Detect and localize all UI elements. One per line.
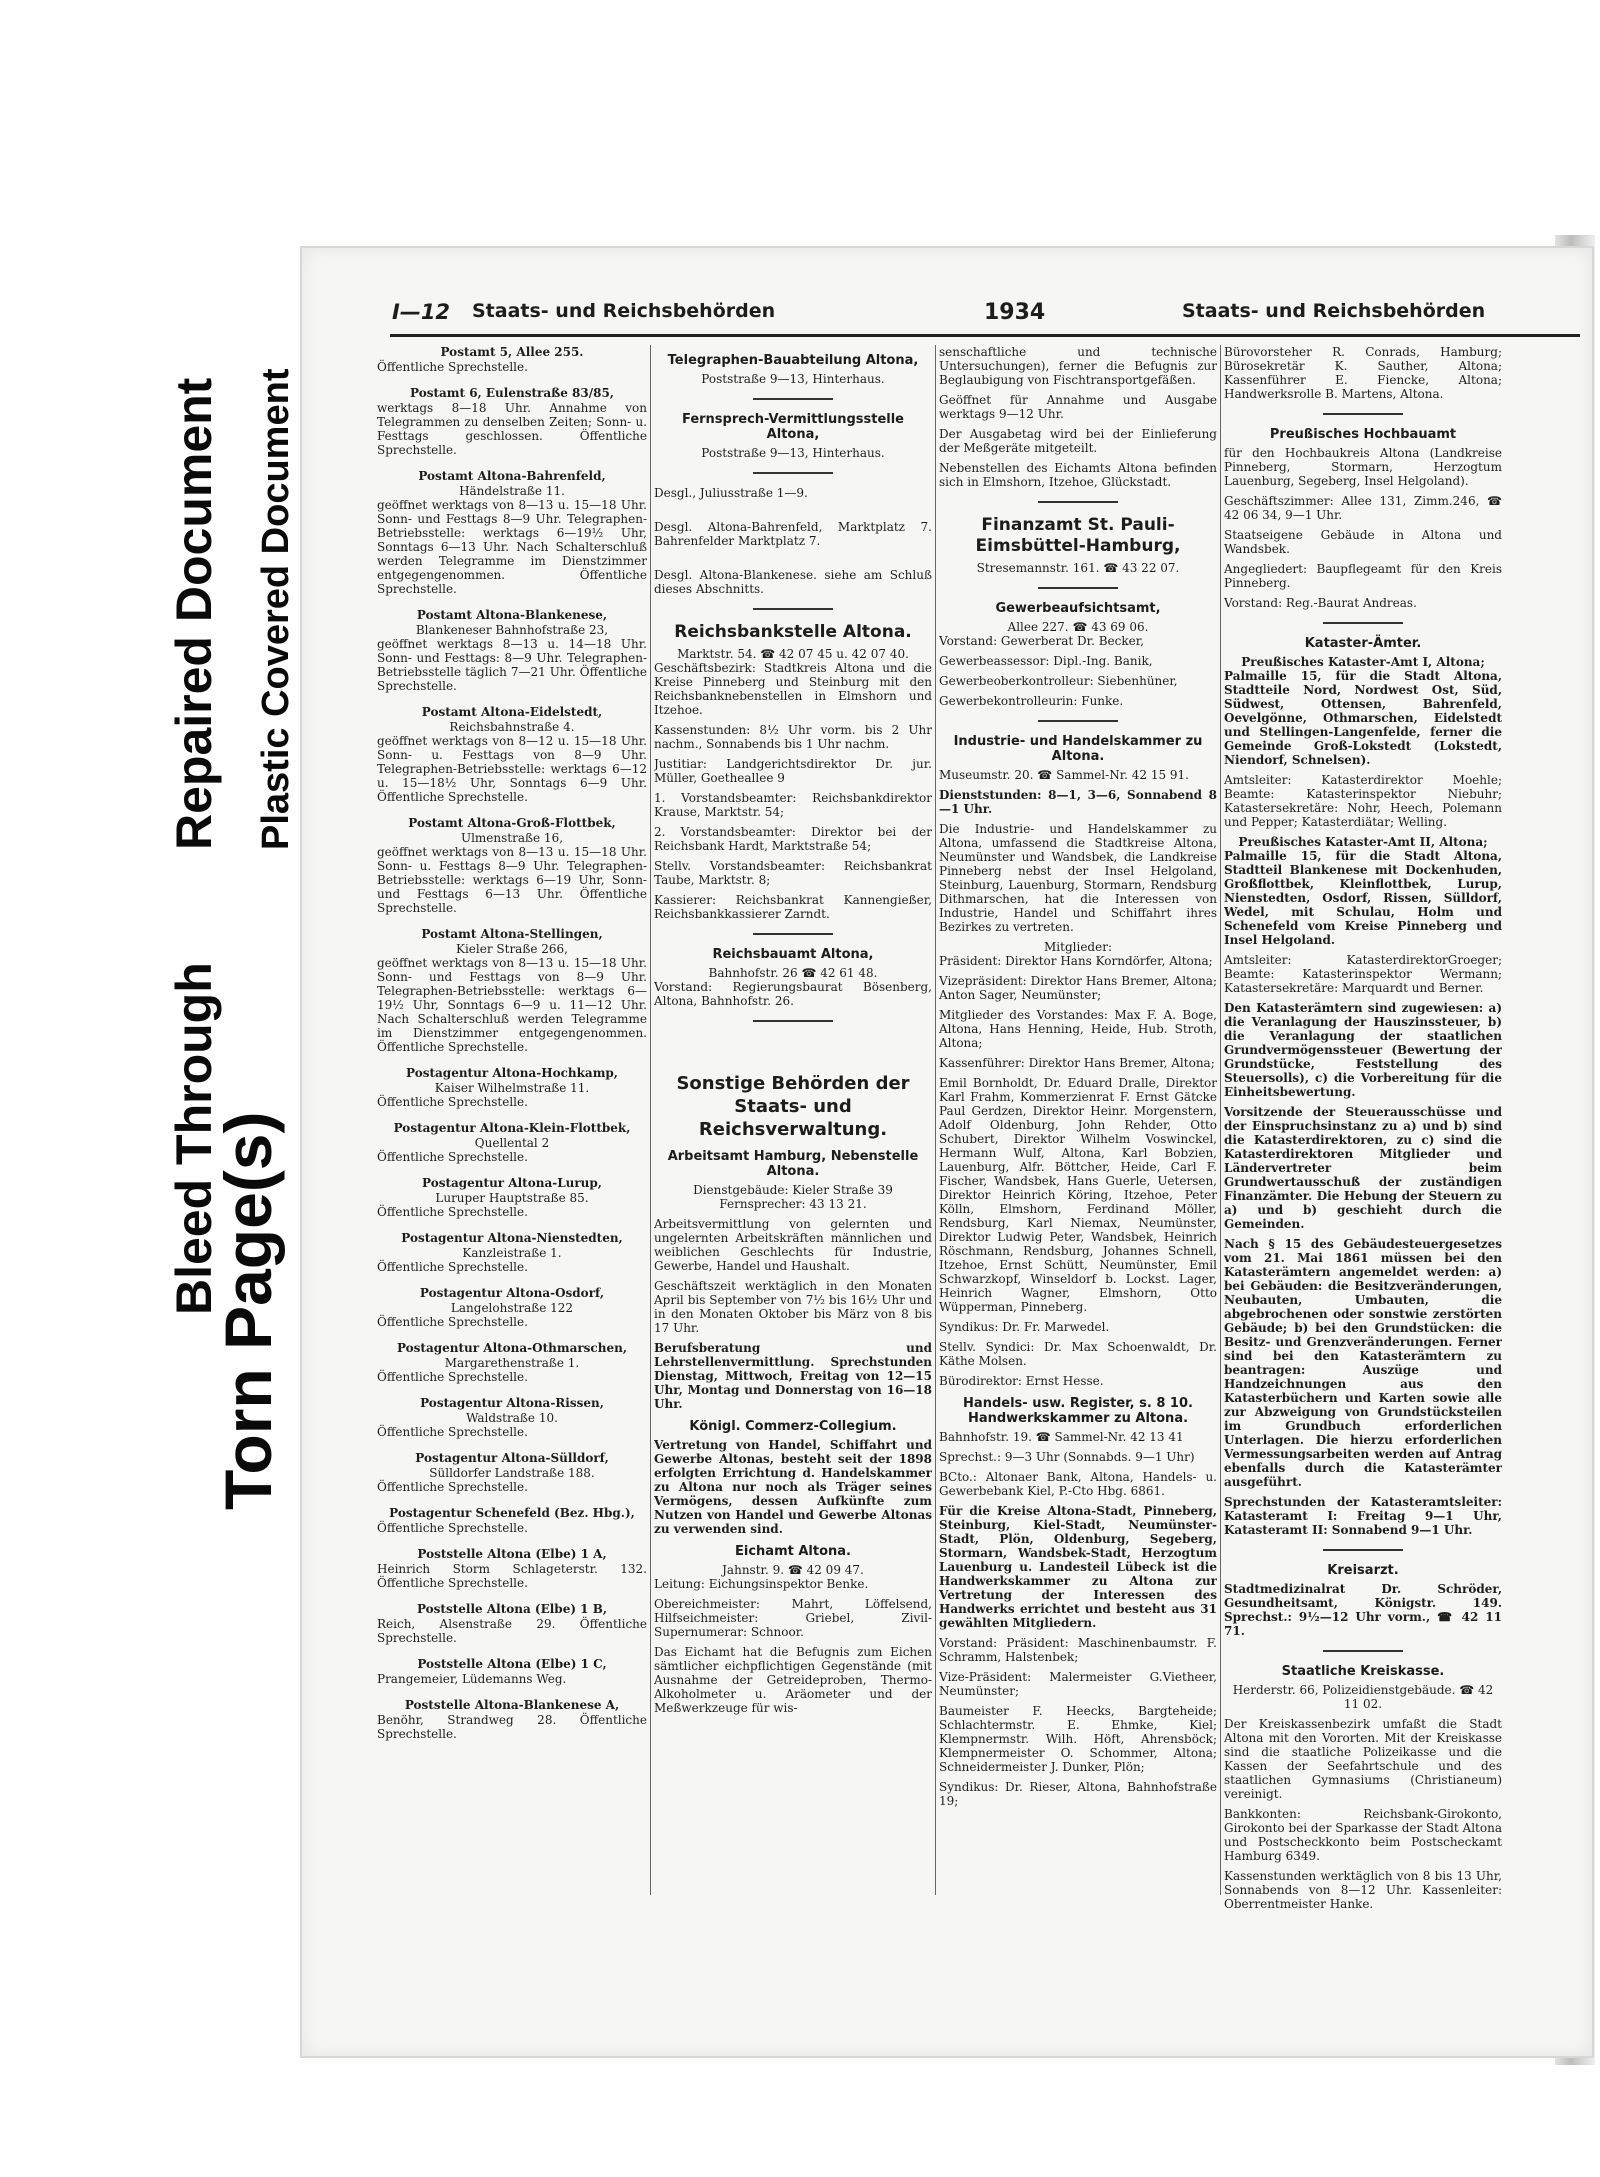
separator xyxy=(1038,587,1118,589)
entry-text: Bahnhofstr. 19. ☎ Sammel-Nr. 42 13 41 xyxy=(939,1430,1184,1444)
section-heading: Kreisarzt. xyxy=(1327,1563,1399,1578)
section-heading: Gewerbeaufsichtsamt, xyxy=(995,601,1161,616)
address: Herderstr. 66, Polizeidienstgebäude. ☎ 42 11 02. xyxy=(1232,1683,1494,1711)
entry-title: Postamt Altona-Bahrenfeld, xyxy=(418,469,606,483)
separator xyxy=(1323,622,1403,624)
entry-title: Postamt 6, Eulenstraße 83/85, xyxy=(410,386,614,400)
entry-body: geöffnet werktags von 8—13 u. 15—18 Uhr. Sonn- und Festtags von 8—9 Uhr. Telegraphen-Betriebsstelle: werktags 6—19½ Uhr, Sonntags 6—9 u. 11—12 Uhr. Nach Schalterschluß werden Telegramme im Dienstzimmer entgegengenommen. Öffentliche Sprechstelle. xyxy=(377,956,647,1054)
column-two xyxy=(654,345,932,2045)
entry-text: Gewerbeassessor: Dipl.-Ing. Banik, xyxy=(939,654,1153,668)
entry-title: Postamt 5, Allee 255. xyxy=(440,345,584,359)
entry-title: Postagentur Altona-Klein-Flottbek, xyxy=(393,1121,631,1135)
entry-title: Poststelle Altona (Elbe) 1 B, xyxy=(416,1602,608,1616)
entry-title: Poststelle Altona (Elbe) 1 C, xyxy=(417,1657,607,1671)
entry-text: Sprechstunden der Katasteramtsleiter: Katasteramt I: Freitag 9—1 Uhr, Katasteramt II: Sonnabend 9—1 Uhr. xyxy=(1224,1495,1502,1537)
entry-title: Postagentur Altona-Osdorf, xyxy=(419,1286,605,1300)
column-divider xyxy=(935,345,936,1895)
entry-title: Postamt Altona-Eidelstedt, xyxy=(421,705,603,719)
entry-title: Postagentur Altona-Rissen, xyxy=(420,1396,604,1410)
entry-body: Öffentliche Sprechstelle. xyxy=(377,1205,528,1219)
entry-body: Öffentliche Sprechstelle. xyxy=(377,360,528,374)
entry-body: Heinrich Storm Schlageterstr. 132. Öffentliche Sprechstelle. xyxy=(377,1562,647,1590)
entry-text: Amtsleiter: KatasterdirektorGroeger; Beamte: Katasterinspektor Wermann; Katastersekretäre: Marquardt und Berner. xyxy=(1224,953,1502,995)
section-heading: Staatliche Kreiskasse. xyxy=(1281,1664,1445,1679)
entry-text: Stadtmedizinalrat Dr. Schröder, Gesundheitsamt, Königstr. 149. Sprechst.: 9½—12 Uhr vorm., ☎ 42 11 71. xyxy=(1224,1582,1502,1638)
post-office-entry xyxy=(377,1547,647,1590)
entry-address: Sülldorfer Landstraße 188. xyxy=(429,1466,595,1480)
entry-title: Postagentur Altona-Nienstedten, xyxy=(401,1231,623,1245)
entry-text: Kassenstunden: 8½ Uhr vorm. bis 2 Uhr nachm., Sonnabends bis 1 Uhr nachm. xyxy=(654,723,932,751)
entry-text: Leitung: Eichungsinspektor Benke. xyxy=(654,1577,869,1591)
entry-body: Öffentliche Sprechstelle. xyxy=(377,1480,528,1494)
entry-text: Justitiar: Landgerichtsdirektor Dr. jur. Müller, Goetheallee 9 xyxy=(654,757,932,785)
entry-text: senschaftliche und technische Untersuchungen), ferner die Befugnis zur Beglaubigung von Fischtransportgefäßen. xyxy=(939,345,1217,387)
entry-address: Quellental 2 xyxy=(474,1136,550,1150)
post-office-entry xyxy=(377,1602,647,1645)
entry-text: Der Ausgabetag wird bei der Einlieferung der Meßgeräte mitgeteilt. xyxy=(939,427,1217,455)
entry-address: Ulmenstraße 16, xyxy=(460,831,564,845)
column-post-offices xyxy=(377,345,647,2045)
entry-title: Postamt Altona-Stellingen, xyxy=(421,927,603,941)
running-head-right: Staats- und Reichsbehörden xyxy=(1182,300,1486,322)
separator xyxy=(1038,720,1118,722)
entry-title: Postagentur Altona-Hochkamp, xyxy=(406,1066,618,1080)
column-four xyxy=(1224,345,1502,2045)
running-head-year: 1934 xyxy=(984,300,1046,325)
post-office-entry xyxy=(377,1451,647,1494)
section-heading: Handels- usw. Register, s. 8 10. Handwerkskammer zu Altona. xyxy=(963,1396,1193,1426)
entry-text: Dienststunden: 8—1, 3—6, Sonnabend 8—1 Uhr. xyxy=(939,788,1217,816)
section-heading: Reichsbankstelle Altona. xyxy=(674,622,912,642)
entry-text: 1. Vorstandsbeamter: Reichsbankdirektor Krause, Marktstr. 54; xyxy=(654,791,932,819)
section-heading: Industrie- und Handelskammer zu Altona. xyxy=(953,734,1203,764)
entry-title: Postagentur Schenefeld (Bez. Hbg.), xyxy=(389,1506,635,1520)
separator xyxy=(753,933,833,935)
entry-text: Geschäftszeit werktäglich in den Monaten April bis September von 7½ bis 16½ Uhr und in den Monaten Oktober bis März von 8 bis 17 Uhr. xyxy=(654,1279,932,1335)
entry-text: Geöffnet für Annahme und Ausgabe werktags 9—12 Uhr. xyxy=(939,393,1217,421)
entry-text: 2. Vorstandsbeamter: Direktor bei der Reichsbank Hardt, Marktstraße 54; xyxy=(654,825,932,853)
entry-text: für den Hochbaukreis Altona (Landkreise Pinneberg, Stormarn, Herzogtum Lauenburg, Segeberg, Insel Helgoland). xyxy=(1224,446,1502,488)
entry-body: Prangemeier, Lüdemanns Weg. xyxy=(377,1672,567,1686)
post-office-entry xyxy=(377,1396,647,1439)
entry-text: Den Katasterämtern sind zugewiesen: a) die Veranlagung der Hauszinssteuer, b) die Veranlagung der staatlichen Grundvermögenssteuer (Bewertung der Grundstücke, Feststellung des Steuersolls), c) die Vorbereitung für die Einheitsbewertung. xyxy=(1224,1001,1502,1099)
entry-text: Staatseigene Gebäude in Altona und Wandsbek. xyxy=(1224,528,1502,556)
entry-text: Baumeister F. Heecks, Bargteheide; Schlachtermstr. E. Ehmke, Kiel; Klempnermstr. Wilh. Höft, Ahrensböck; Klempnermeister O. Schommer, Altona; Schneidermeister J. Dunker, Plön; xyxy=(939,1704,1217,1774)
entry-text: Desgl. Altona-Bahrenfeld, Marktplatz 7. Bahrenfelder Marktplatz 7. xyxy=(654,520,932,548)
entry-text: Bankkonten: Reichsbank-Girokonto, Girokonto bei der Sparkasse der Stadt Altona und Postscheckkonto beim Postscheckamt Hamburg 6349. xyxy=(1224,1807,1502,1863)
post-office-entry xyxy=(377,608,647,693)
column-three xyxy=(939,345,1217,2045)
entry-body: geöffnet werktags 8—13 u. 14—18 Uhr. Sonn- und Festtags: 8—9 Uhr. Telegraphen-Betriebsstelle täglich 7—21 Uhr. Öffentliche Sprechstelle. xyxy=(377,637,647,693)
phone: Fernsprecher: 43 13 21. xyxy=(719,1197,867,1211)
entry-text: Die Industrie- und Handelskammer zu Altona, umfassend die Stadtkreise Altona, Neumünster und Wandsbek, die Landkreise Pinneberg nebst der Insel Helgoland, Steinburg, Lauenburg, Stormarn, Rendsburg Dithmarschen, hat die Interessen von Industrie, Handel und Schiffahrt ihres Bezirkes zu vertreten. xyxy=(939,822,1217,934)
entry-text: Emil Bornholdt, Dr. Eduard Dralle, Direktor Karl Frahm, Kommerzienrat F. Ernst Gätcke Paul Gerdzen, Direktor Heinr. Morgenstern, Adolf Oldenburg, John Rehder, Otto Schubert, Direktor Wilhelm Voswinckel, Hermann Wulf, Altona, Karl Bobzien, Lauenburg, Alfr. Böttcher, Heide, Carl F. Fischer, Wandsbek, Hans Guerle, Uetersen, Direktor Heinrich Köring, Itzehoe, Peter Kölln, Elmshorn, Ferdinand Möller, Rendsburg, Karl Niemax, Neumünster, Direktor Ludwig Peter, Wandsbek, Heinrich Röschmann, Rendsburg, Johannes Schnell, Itzehoe, Ernst Schütt, Neumünster, Emil Schwarzkopf, Winseldorf b. Lockst. Lager, Heinrich Wagner, Elmshorn, Otto Wüpperman, Pinneberg. xyxy=(939,1076,1217,1314)
entry-title: Poststelle Altona-Blankenese A, xyxy=(404,1698,620,1712)
separator xyxy=(1038,501,1118,503)
post-office-entry xyxy=(377,1286,647,1329)
post-office-entry xyxy=(377,1341,647,1384)
address: Bahnhofstr. 26 ☎ 42 61 48. xyxy=(708,966,878,980)
separator xyxy=(753,398,833,400)
separator xyxy=(753,608,833,610)
entry-text: Museumstr. 20. ☎ Sammel-Nr. 42 15 91. xyxy=(939,768,1189,782)
entry-text: Geschäftsbezirk: Stadtkreis Altona und die Kreise Pinneberg und Steinburg mit den Reichsbanknebenstellen in Elmshorn und Itzehoe. xyxy=(654,661,932,717)
page-number: I—12 xyxy=(392,300,451,324)
entry-text: Präsident: Direktor Hans Korndörfer, Altona; xyxy=(939,954,1213,968)
entry-text: Bürovorsteher R. Conrads, Hamburg; Bürosekretär K. Sauther, Altona; Kassenführer E. Fiencke, Altona; Handwerksrolle B. Martens, Altona. xyxy=(1224,345,1502,401)
post-office-entry xyxy=(377,1657,647,1686)
post-office-entry xyxy=(377,705,647,804)
entry-title: Poststelle Altona (Elbe) 1 A, xyxy=(417,1547,607,1561)
subsection-heading: Preußisches Kataster-Amt II, Altona; xyxy=(1238,835,1488,849)
entry-address: Blankeneser Bahnhofstraße 23, xyxy=(415,623,609,637)
entry-address: Kanzleistraße 1. xyxy=(462,1246,562,1260)
subsection-heading: Preußisches Kataster-Amt I, Altona; xyxy=(1241,655,1485,669)
entry-text: Nach § 15 des Gebäudesteuergesetzes vom 21. Mai 1861 müssen bei den Katasterämtern angemeldet werden: a) bei Gebäuden: die Besitzveränderungen, Neubauten, Umbauten, die abgebrochenen oder sonstwie zerstörten Gebäude; b) bei den Grundstücken: die Besitz- und Grenzveränderungen. Ferner sind bei den Katasterämtern zu beantragen: Auszüge und Handzeichnungen aus den Katasterbüchern und Karten sowie alle zur Abzweigung von Grundstücksteilen im Grundbuch erforderlichen Unterlagen. Die hierzu erforderlichen Vermessungsarbeiten werden auf Antrag ebenfalls durch die Katasterämter ausgeführt. xyxy=(1224,1237,1502,1489)
separator xyxy=(1323,1650,1403,1652)
entry-text: Das Eichamt hat die Befugnis zum Eichen sämtlicher eichpflichtigen Gegenstände (mit Ausnahme der Getreideproben, Thermo-Alkoholmeter u. Aräometer und der Meßwerkzeuge für wis- xyxy=(654,1645,932,1715)
spacer xyxy=(654,1034,932,1064)
entry-text: Berufsberatung und Lehrstellenvermittlung. Sprechstunden Dienstag, Mittwoch, Freitag von 12—15 Uhr, Montag und Donnerstag von 16—18 Uhr. xyxy=(654,1341,932,1411)
entry-text: Angegliedert: Baupflegeamt für den Kreis Pinneberg. xyxy=(1224,562,1502,590)
section-heading: Arbeitsamt Hamburg, Nebenstelle Altona. xyxy=(667,1149,919,1179)
entry-text: Für die Kreise Altona-Stadt, Pinneberg, Steinburg, Kiel-Stadt, Neumünster-Stadt, Plön, Oldenburg, Segeberg, Stormarn, Wandsbek-Stadt, Herzogtum Lauenburg u. Landesteil Lübeck ist die Handwerkskammer zu Altona zur Vertretung der Interessen des Handwerks errichtet und besteht aus 31 gewählten Mitgliedern. xyxy=(939,1504,1217,1630)
entry-body: werktags 8—18 Uhr. Annahme von Telegrammen zu denselben Zeiten; Sonn- u. Festtags geschlossen. Öffentliche Sprechstelle. xyxy=(377,401,647,457)
entry-body: Öffentliche Sprechstelle. xyxy=(377,1150,528,1164)
entry-body: Öffentliche Sprechstelle. xyxy=(377,1315,528,1329)
entry-text: Desgl., Juliusstraße 1—9. xyxy=(654,486,808,500)
post-office-entry xyxy=(377,816,647,915)
post-office-entry xyxy=(377,386,647,457)
entry-address: Margarethenstraße 1. xyxy=(444,1356,580,1370)
entry-text: Vertretung von Handel, Schiffahrt und Gewerbe Altonas, besteht seit der 1898 erfolgten Errichtung d. Handelskammer zu Altona nur noch als Träger seines Vermögens, dessen Aufkünfte zum Nutzen von Handel und Gewerbe Altonas zu verwenden sind. xyxy=(654,1438,932,1536)
entry-body: Benöhr, Strandweg 28. Öffentliche Sprechstelle. xyxy=(377,1713,647,1741)
entry-address: Waldstraße 10. xyxy=(466,1411,558,1425)
post-office-entry xyxy=(377,1066,647,1109)
separator xyxy=(753,1020,833,1022)
entry-text: Vize-Präsident: Malermeister G.Vietheer, Neumünster; xyxy=(939,1670,1217,1698)
entry-text: Kassenstunden werktäglich von 8 bis 13 Uhr, Sonnabends von 8—12 Uhr. Kassenleiter: Oberrentmeister Hanke. xyxy=(1224,1869,1502,1911)
post-office-entry xyxy=(377,1176,647,1219)
running-head xyxy=(392,300,1592,330)
entry-text: Vorstand: Regierungsbaurat Bösenberg, Altona, Bahnhofstr. 26. xyxy=(654,980,932,1008)
address: Poststraße 9—13, Hinterhaus. xyxy=(701,446,885,460)
repaired-document-label: Repaired Document xyxy=(166,377,222,850)
entry-text: Syndikus: Dr. Fr. Marwedel. xyxy=(939,1320,1110,1334)
entry-text: Kassierer: Reichsbankrat Kannengießer, Reichsbankkassierer Zarndt. xyxy=(654,893,932,921)
entry-title: Postagentur Altona-Othmarschen, xyxy=(396,1341,628,1355)
entry-text: Kassenführer: Direktor Hans Bremer, Altona; xyxy=(939,1056,1215,1070)
post-office-entry xyxy=(377,469,647,596)
torn-pages-label: Torn Page(s) xyxy=(211,1111,285,1510)
bleed-through-label: Bleed Through xyxy=(166,962,222,1315)
address: Stresemannstr. 161. ☎ 43 22 07. xyxy=(976,561,1180,575)
post-office-entry xyxy=(377,1506,647,1535)
post-office-entry xyxy=(377,927,647,1054)
entry-text: Desgl. Altona-Blankenese. siehe am Schluß dieses Abschnitts. xyxy=(654,568,932,596)
scanned-page xyxy=(302,248,1592,2056)
post-office-entry xyxy=(377,345,647,374)
entry-body: Öffentliche Sprechstelle. xyxy=(377,1521,528,1535)
running-head-left: Staats- und Reichsbehörden xyxy=(472,300,776,322)
entry-title: Postamt Altona-Groß-Flottbek, xyxy=(408,816,616,830)
post-office-entry xyxy=(377,1698,647,1741)
entry-body: Öffentliche Sprechstelle. xyxy=(377,1425,528,1439)
entry-text: Mitglieder: xyxy=(1044,940,1112,954)
section-heading: Eichamt Altona. xyxy=(735,1544,851,1559)
entry-body: geöffnet werktags von 8—13 u. 15—18 Uhr. Sonn- und Festtags 8—9 Uhr. Telegraphen-Betriebsstelle: werktags 6—19½ Uhr, Sonntags 6—13 Uhr. Nach Schalterschluß werden Telegramme im Dienstzimmer entgegengenommen. Öffentliche Sprechstelle. xyxy=(377,498,647,596)
section-heading: Sonstige Behörden der Staats- und Reichsverwaltung. xyxy=(676,1073,910,1140)
section-heading: Finanzamt St. Pauli-Eimsbüttel-Hamburg, xyxy=(975,515,1181,556)
entry-text: Bürodirektor: Ernst Hesse. xyxy=(939,1374,1104,1388)
address: Allee 227. ☎ 43 69 06. xyxy=(1007,620,1149,634)
entry-text: Palmaille 15, für die Stadt Altona, Stadtteile Nord, Nordwest Ost, Süd, Südwest, Ottensen, Bahrenfeld, Oevelgönne, Othmarschen, Eidelstedt und Stellingen-Langenfelde, ferner die Gemeinde Groß-Lokstedt (Lokstedt, Niendorf, Schnelsen). xyxy=(1224,669,1502,767)
head-rule xyxy=(390,334,1580,337)
address: Poststraße 9—13, Hinterhaus. xyxy=(701,372,885,386)
entry-body: Öffentliche Sprechstelle. xyxy=(377,1260,528,1274)
section-heading: Reichsbauamt Altona, xyxy=(712,947,874,962)
section-heading: Telegraphen-Bauabteilung Altona, xyxy=(667,353,919,368)
column-divider xyxy=(650,345,651,1895)
entry-text: Syndikus: Dr. Rieser, Altona, Bahnhofstraße 19; xyxy=(939,1780,1217,1808)
entry-title: Postagentur Altona-Lurup, xyxy=(422,1176,602,1190)
entry-text: Obereichmeister: Mahrt, Löffelsend, Hilfseichmeister: Griebel, Zivil-Supernumerar: Schnoor. xyxy=(654,1597,932,1639)
plastic-covered-label: Plastic Covered Document xyxy=(255,368,297,850)
section-heading: Kataster-Ämter. xyxy=(1304,636,1422,651)
entry-text: Mitglieder des Vorstandes: Max F. A. Boge, Altona, Hans Henning, Heide, Hub. Stroth, Altona; xyxy=(939,1008,1217,1050)
entry-text: Palmaille 15, für die Stadt Altona, Stadtteil Blankenese mit Dockenhuden, Großflottbek, Kleinflottbek, Lurup, Nienstedten, Osdorf, Rissen, Sülldorf, Wedel, mit Schulau, Holm und Schenefeld vom Kreise Pinneberg und Insel Helgoland. xyxy=(1224,849,1502,947)
entry-text: Geschäftszimmer: Allee 131, Zimm.246, ☎ 42 06 34, 9—1 Uhr. xyxy=(1224,494,1502,522)
entry-text: Der Kreiskassenbezirk umfaßt die Stadt Altona mit den Vororten. Mit der Kreiskasse sind die staatliche Polizeikasse und die Kassen der Seefahrtschule und des staatlichen Gymnasiums (Christianeum) vereinigt. xyxy=(1224,1717,1502,1801)
address: Marktstr. 54. ☎ 42 07 45 u. 42 07 40. xyxy=(677,647,909,661)
entry-body: Öffentliche Sprechstelle. xyxy=(377,1370,528,1384)
entry-text: Arbeitsvermittlung von gelernten und ungelernten Arbeitskräften männlichen und weiblichen Geschlechts für Industrie, Gewerbe, Handel und Haushalt. xyxy=(654,1217,932,1273)
entry-text: Sprechst.: 9—3 Uhr (Sonnabds. 9—1 Uhr) xyxy=(939,1450,1195,1464)
section-heading: Preußisches Hochbauamt xyxy=(1269,427,1457,442)
entry-text: Nebenstellen des Eichamts Altona befinden sich in Elmshorn, Itzehoe, Glückstadt. xyxy=(939,461,1217,489)
entry-text: Vizepräsident: Direktor Hans Bremer, Altona; Anton Sager, Neumünster; xyxy=(939,974,1217,1002)
entry-text: Vorstand: Gewerberat Dr. Becker, xyxy=(939,634,1144,648)
entry-title: Postamt Altona-Blankenese, xyxy=(416,608,608,622)
separator xyxy=(753,472,833,474)
entry-address: Kieler Straße 266, xyxy=(456,942,568,956)
entry-address: Händelstraße 11. xyxy=(459,484,565,498)
entry-text: Vorstand: Reg.-Baurat Andreas. xyxy=(1224,596,1417,610)
separator xyxy=(1323,413,1403,415)
post-office-entry xyxy=(377,1231,647,1274)
entry-text: Gewerbeoberkontrolleur: Siebenhüner, xyxy=(939,674,1178,688)
separator xyxy=(1323,1549,1403,1551)
entry-address: Kaiser Wilhelmstraße 11. xyxy=(434,1081,590,1095)
entry-text: Vorsitzende der Steuerausschüsse und der Einspruchsinstanz zu a) und b) sind die Katasterdirektoren, zu c) sind die Katasterdirektoren Mitglieder und Ländervertreter beim Grundwertausschuß der zuständigen Finanzämter. Die Hebung der Steuern zu a) und b) geschieht durch die Gemeinden. xyxy=(1224,1105,1502,1231)
entry-body: geöffnet werktags von 8—12 u. 15—18 Uhr. Sonn- u. Festtags von 8—9 Uhr. Telegraphen-Betriebsstelle: werktags 6—12 u. 15—18½ Uhr, Sonntags 6—9 Uhr. Öffentliche Sprechstelle. xyxy=(377,734,647,804)
section-heading: Fernsprech-Vermittlungsstelle Altona, xyxy=(681,412,905,442)
entry-address: Luruper Hauptstraße 85. xyxy=(435,1191,589,1205)
entry-body: Reich, Alsenstraße 29. Öffentliche Sprechstelle. xyxy=(377,1617,647,1645)
entry-text: Vorstand: Präsident: Maschinenbaumstr. F. Schramm, Halstenbek; xyxy=(939,1636,1217,1664)
address: Jahnstr. 9. ☎ 42 09 47. xyxy=(722,1563,864,1577)
entry-title: Postagentur Altona-Sülldorf, xyxy=(415,1451,609,1465)
entry-body: geöffnet werktags von 8—13 u. 15—18 Uhr. Sonn- u. Festtags 8—9 Uhr. Telegraphen-Betriebsstelle: werktags 6—19 Uhr, Sonn- und Festtags 6—13 Uhr. Öffentliche Sprechstelle. xyxy=(377,845,647,915)
entry-text: Gewerbekontrolleurin: Funke. xyxy=(939,694,1124,708)
post-office-entry xyxy=(377,1121,647,1164)
address: Dienstgebäude: Kieler Straße 39 xyxy=(693,1183,893,1197)
entry-text: Stellv. Syndici: Dr. Max Schoenwaldt, Dr. Käthe Molsen. xyxy=(939,1340,1217,1368)
section-heading: Königl. Commerz-Collegium. xyxy=(689,1419,897,1434)
entry-text: BCto.: Altonaer Bank, Altona, Handels- u. Gewerbebank Kiel, P.-Cto Hbg. 6861. xyxy=(939,1470,1217,1498)
entry-body: Öffentliche Sprechstelle. xyxy=(377,1095,528,1109)
entry-text: Amtsleiter: Katasterdirektor Moehle; Beamte: Katasterinspektor Niebuhr; Katastersekretäre: Nohr, Heech, Polemann und Pepper; Katasterdiätar; Welling. xyxy=(1224,773,1502,829)
entry-address: Reichsbahnstraße 4. xyxy=(449,720,575,734)
column-divider xyxy=(1220,345,1221,1895)
entry-text: Stellv. Vorstandsbeamter: Reichsbankrat Taube, Marktstr. 8; xyxy=(654,859,932,887)
entry-address: Langelohstraße 122 xyxy=(450,1301,574,1315)
